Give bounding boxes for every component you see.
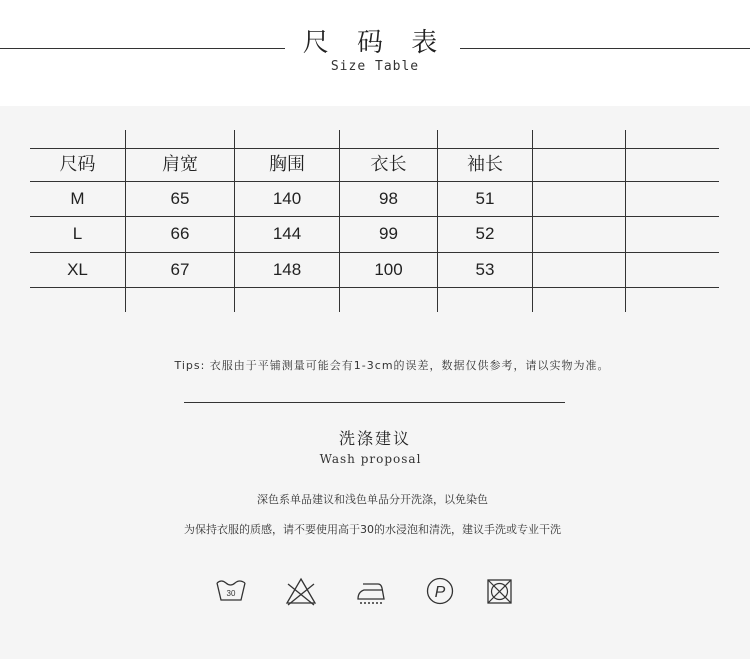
cell-sleeve: 52 xyxy=(475,224,495,243)
cell-empty xyxy=(533,217,625,251)
no-tumble-dry-icon xyxy=(483,574,517,608)
cell-sleeve: 53 xyxy=(475,260,495,279)
cell-size: M xyxy=(70,189,85,208)
header-cell-size: 尺码 xyxy=(59,154,96,175)
wash-note-1: 深色系单品建议和浅色单品分开洗涤，以免染色 xyxy=(257,493,488,506)
header-cell-length: 衣长 xyxy=(370,154,407,175)
dry-clean-p-icon xyxy=(423,574,457,608)
section-divider xyxy=(184,402,565,403)
wash-temp-label: 30 xyxy=(226,589,236,598)
header-cell-sleeve: 袖长 xyxy=(467,154,503,175)
care-icons xyxy=(0,574,750,608)
iron-low-icon xyxy=(355,574,389,608)
wash-title: 洗涤建议 xyxy=(338,429,411,448)
header-cell-chest: 胸围 xyxy=(269,154,305,175)
tips-text: Tips: 衣服由于平铺测量可能会有1-3cm的误差，数据仅供参考，请以实物为准。 xyxy=(174,359,610,372)
no-bleach-icon xyxy=(284,574,318,608)
cell-chest: 140 xyxy=(272,189,302,208)
header xyxy=(0,0,750,106)
page-subtitle: Size Table xyxy=(330,59,420,74)
cell-empty xyxy=(533,182,625,216)
wash-30-icon xyxy=(214,574,248,608)
cell-chest: 144 xyxy=(272,224,302,243)
cell-length: 99 xyxy=(379,224,398,243)
table-row-line xyxy=(30,287,719,288)
cell-empty xyxy=(533,253,625,287)
cell-size: L xyxy=(72,224,83,243)
header-cell-shoulder: 肩宽 xyxy=(162,154,198,175)
cell-shoulder: 65 xyxy=(170,189,190,208)
dry-clean-label: P xyxy=(434,584,446,601)
cell-empty xyxy=(626,182,719,216)
cell-length: 98 xyxy=(379,189,398,208)
cell-sleeve: 51 xyxy=(475,189,495,208)
cell-shoulder: 67 xyxy=(170,260,190,279)
header-cell-empty xyxy=(533,148,625,182)
header-cell-empty xyxy=(626,148,719,182)
wash-subtitle: Wash proposal xyxy=(319,452,422,466)
cell-empty xyxy=(626,217,719,251)
cell-empty xyxy=(626,253,719,287)
cell-shoulder: 66 xyxy=(170,224,190,243)
wash-note-2: 为保持衣服的质感，请不要使用高于30的水浸泡和清洗，建议手洗或专业干洗 xyxy=(184,523,561,536)
cell-length: 100 xyxy=(374,260,403,279)
page-title: 尺 码 表 xyxy=(302,28,448,58)
size-table xyxy=(30,130,719,312)
cell-chest: 148 xyxy=(272,260,302,279)
cell-size: XL xyxy=(67,260,88,279)
